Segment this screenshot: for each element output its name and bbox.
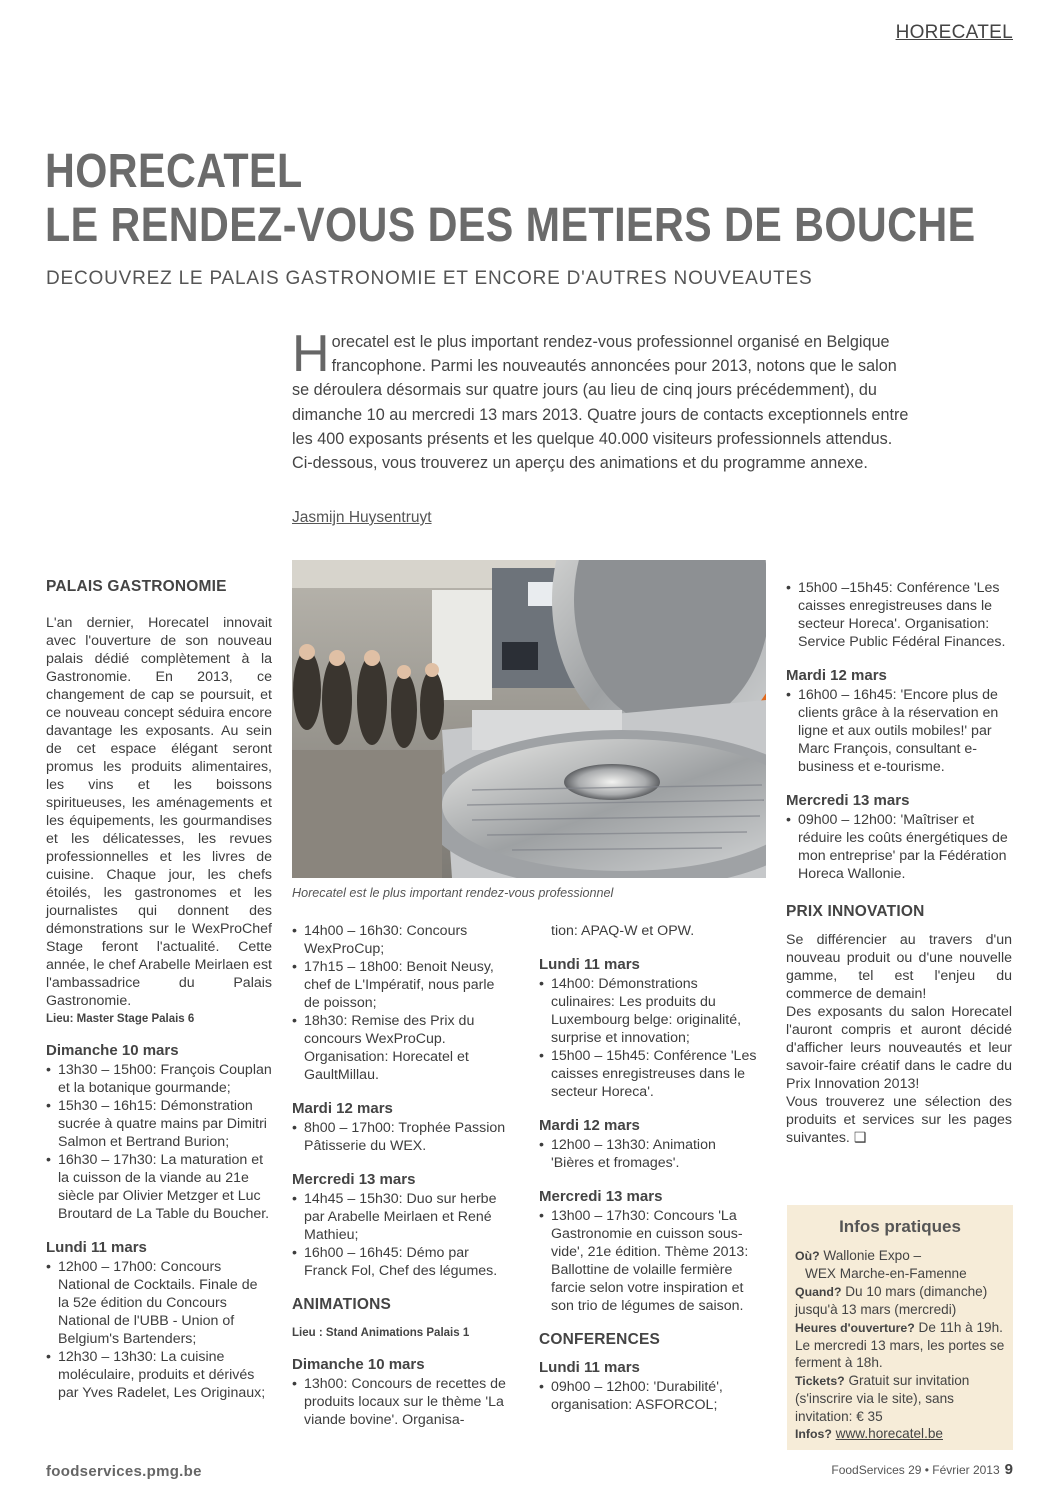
info-value: Wallonie Expo – [819, 1248, 922, 1263]
title-line-2: LE RENDEZ-VOUS DES METIERS DE BOUCHE [45, 199, 976, 252]
day-heading: Mercredi 13 mars [292, 1171, 416, 1188]
intro-paragraph [292, 325, 912, 475]
list-item: • 15h00 – 15h45: Conférence 'Les caisses enregistreuses dans le secteur Horeca'. [539, 1047, 761, 1101]
schedule-list [292, 1190, 510, 1280]
schedule-list [292, 1119, 510, 1155]
heading-prix-innovation: PRIX INNOVATION [786, 903, 925, 920]
column-4 [786, 579, 1012, 1147]
continuation-text: tion: APAQ-W et OPW. [551, 923, 695, 939]
list-item: • 13h30 – 15h00: François Couplan et la botanique gourmande; [46, 1061, 272, 1097]
list-item: • 13h00 – 17h30: Concours 'La Gastronomie en cuisson sous-vide', 21e édition. Thème 2013: Ballottine de volaille fermière farcie selon votre inspiration et son trio de légumes de saison. [539, 1207, 761, 1315]
day-heading: Dimanche 10 mars [292, 1356, 425, 1373]
prix-paragraph-3 [786, 1093, 1012, 1147]
article-photo [292, 560, 766, 878]
info-hours [795, 1319, 1009, 1372]
column-palais-gastronomie [46, 578, 272, 1402]
day-heading: Mardi 12 mars [786, 667, 887, 684]
animations-lieu: Lieu : Stand Animations Palais 1 [292, 1327, 470, 1339]
list-item: • 16h00 – 16h45: 'Encore plus de clients grâce à la réservation en ligne et aux outils mobiles!' par Marc François, consultant e-business et e-tourisme. [786, 686, 1012, 776]
palais-body: L'an dernier, Horecatel innovait avec l'ouverture de son nouveau palais dédié complètement à la Gastronomie. En 2013, ce changement de cap se poursuit, et ce nouveau concept séduira encore davantage les exposants. Au sein de cet espace élégant seront promus les produits alimentaires, les vins et les boissons spiritueuses, les aménagements et les équipements, les gourmandises et les délicatesses, les revues professionnelles et les livres de cuisine. Chaque jour, les chefs étoilés, les gastronomes et les journalistes qui donnent des démonstrations sur le WexProChef Stage feront l'actualité. Cette année, le chef Arabelle Meirlaen est l'ambassadrice du Palais Gastronomie. [46, 615, 272, 1009]
end-mark-icon: ❑ [853, 1130, 867, 1146]
info-key: Où? [795, 1249, 820, 1263]
schedule-list [786, 811, 1012, 883]
footer-website[interactable]: foodservices.pmg.be [46, 1463, 202, 1480]
info-website [795, 1425, 1009, 1443]
footer-issue-text: FoodServices 29 • Février 2013 [831, 1463, 1000, 1477]
info-key: Infos? [795, 1427, 832, 1442]
heading-animations: ANIMATIONS [292, 1296, 392, 1313]
info-value: De 11h à 19h. Le mercredi 13 mars, les portes se ferment à 18h. [795, 1319, 1005, 1371]
column-3 [539, 922, 761, 1414]
day-heading: Lundi 11 mars [539, 1359, 640, 1376]
list-item: • 18h30: Remise des Prix du concours WexProCup. Organisation: Horecatel et GaultMillau. [292, 1012, 510, 1084]
photo-caption: Horecatel est le plus important rendez-vous professionnel [292, 886, 614, 900]
info-where [795, 1247, 1009, 1265]
title-line-1: HORECATEL [45, 145, 303, 198]
list-item: • 14h00: Démonstrations culinaires: Les produits du Luxembourg belge: originalité, surprise et innovation; [539, 975, 761, 1047]
list-item: • 16h00 – 16h45: Démo par Franck Fol, Chef des légumes. [292, 1244, 510, 1280]
schedule-list [292, 1375, 510, 1429]
schedule-list [786, 579, 1012, 651]
list-item: • 09h00 – 12h00: 'Maîtriser et réduire les coûts énergétiques de mon entreprise' par la Fédération Horeca Wallonie. [786, 811, 1012, 883]
list-item: • 14h00 – 16h30: Concours WexProCup; [292, 922, 510, 958]
schedule-list [539, 1136, 761, 1172]
info-where-line2: WEX Marche-en-Famenne [805, 1266, 967, 1282]
list-item: • 15h30 – 16h15: Démonstration sucrée à quatre mains par Dimitri Salmon et Bertrand Burion; [46, 1097, 272, 1151]
list-item: • 09h00 – 12h00: 'Durabilité', organisation: ASFORCOL; [539, 1378, 761, 1414]
list-item: • 16h30 – 17h30: La maturation et la cuisson de la viande au 21e siècle par Olivier Metzger et Luc Broutard de La Table du Boucher. [46, 1151, 272, 1223]
column-2 [292, 922, 510, 1429]
list-item: • 8h00 – 17h00: Trophée Passion Pâtisserie du WEX. [292, 1119, 510, 1155]
section-tag: HORECATEL [895, 22, 1013, 43]
website-link[interactable]: www.horecatel.be [835, 1426, 943, 1442]
day-heading: Dimanche 10 mars [46, 1042, 179, 1059]
prix-paragraph-2: Des exposants du salon Horecatel l'auront compris et auront décidé d'afficher leurs nouveautés et leur savoir-faire créatif dans le cadre du Prix Innovation 2013! [786, 1004, 1012, 1092]
info-tickets [795, 1372, 1009, 1425]
list-item: • 13h00: Concours de recettes de produits locaux sur le thème 'La viande bovine'. Organisa- [292, 1375, 510, 1429]
article-subtitle: DECOUVREZ LE PALAIS GASTRONOMIE ET ENCORE D'AUTRES NOUVEAUTES [46, 268, 813, 289]
schedule-list [539, 1207, 761, 1315]
footer-issue [831, 1461, 1013, 1478]
info-value: Du 10 mars (dimanche) jusqu'à 13 mars (mercredi) [795, 1283, 988, 1318]
list-item: • 15h00 –15h45: Conférence 'Les caisses enregistreuses dans le secteur Horeca'. Organisation: Service Public Fédéral Finances. [786, 579, 1012, 651]
info-value: Gratuit sur invitation (s'inscrire via le site), sans invitation: € 35 [795, 1372, 970, 1424]
info-key: Heures d'ouverture? [795, 1320, 915, 1335]
day-heading: Lundi 11 mars [46, 1239, 147, 1256]
list-item: • 12h00 – 17h00: Concours National de Cocktails. Finale de la 52e édition du Concours National de l'UBB - Union of Belgium's Bartenders; [46, 1258, 272, 1348]
kitchen-equipment-photo [292, 560, 766, 878]
heading-conferences: CONFERENCES [539, 1331, 661, 1348]
day-heading: Mardi 12 mars [292, 1100, 393, 1117]
info-key: Quand? [795, 1284, 842, 1299]
schedule-list [539, 975, 761, 1101]
intro-text: orecatel est le plus important rendez-vous professionnel organisé en Belgique francophone. Parmi les nouveautés annoncées pour 2013, notons que le salon se déroulera désormais sur quatre jours (au lieu de cinq jours précédemment), du dimanche 10 au mercredi 13 mars 2013. Quatre jours de contacts exceptionnels entre les 400 exposants présents et les quelque 40.000 visiteurs professionnels attendus. Ci-dessous, vous trouverez un aperçu des animations et du programme annexe. [292, 333, 909, 473]
day-heading: Lundi 11 mars [539, 956, 640, 973]
infos-pratiques-box [787, 1205, 1013, 1450]
list-item: • 12h30 – 13h30: La cuisine moléculaire, produits et dérivés par Yves Radelet, Les Originaux; [46, 1348, 272, 1402]
day-heading: Mercredi 13 mars [786, 792, 910, 809]
info-when [795, 1283, 1009, 1319]
schedule-list [46, 1061, 272, 1223]
day-heading: Mercredi 13 mars [539, 1188, 663, 1205]
drop-cap: H [292, 325, 330, 383]
info-key: Tickets? [795, 1373, 845, 1388]
list-item: • 12h00 – 13h30: Animation 'Bières et fromages'. [539, 1136, 761, 1172]
prix-paragraph-1: Se différencier au travers d'un nouveau produit ou d'une nouvelle gamme, tel est l'enjeu du commerce de demain! [786, 932, 1012, 1002]
page-number: 9 [1004, 1461, 1013, 1478]
infobox-title: Infos pratiques [839, 1217, 961, 1236]
list-item: • 14h45 – 15h30: Duo sur herbe par Arabelle Meirlaen et René Mathieu; [292, 1190, 510, 1244]
author-byline[interactable]: Jasmijn Huysentruyt [292, 509, 432, 526]
day-heading: Mardi 12 mars [539, 1117, 640, 1134]
schedule-list [786, 686, 1012, 776]
lieu-label: Lieu: Master Stage Palais 6 [46, 1013, 195, 1025]
list-item: • 17h15 – 18h00: Benoit Neusy, chef de L'Impératif, nous parle de poisson; [292, 958, 510, 1012]
schedule-list [292, 922, 510, 1084]
schedule-list [539, 1378, 761, 1414]
schedule-list [46, 1258, 272, 1402]
heading-palais-gastronomie: PALAIS GASTRONOMIE [46, 578, 227, 595]
prix-paragraph-3-text: Vous trouverez une sélection des produits et services sur les pages suivantes. [786, 1094, 1012, 1146]
infobox-body [795, 1247, 1009, 1443]
article-title [45, 145, 976, 253]
